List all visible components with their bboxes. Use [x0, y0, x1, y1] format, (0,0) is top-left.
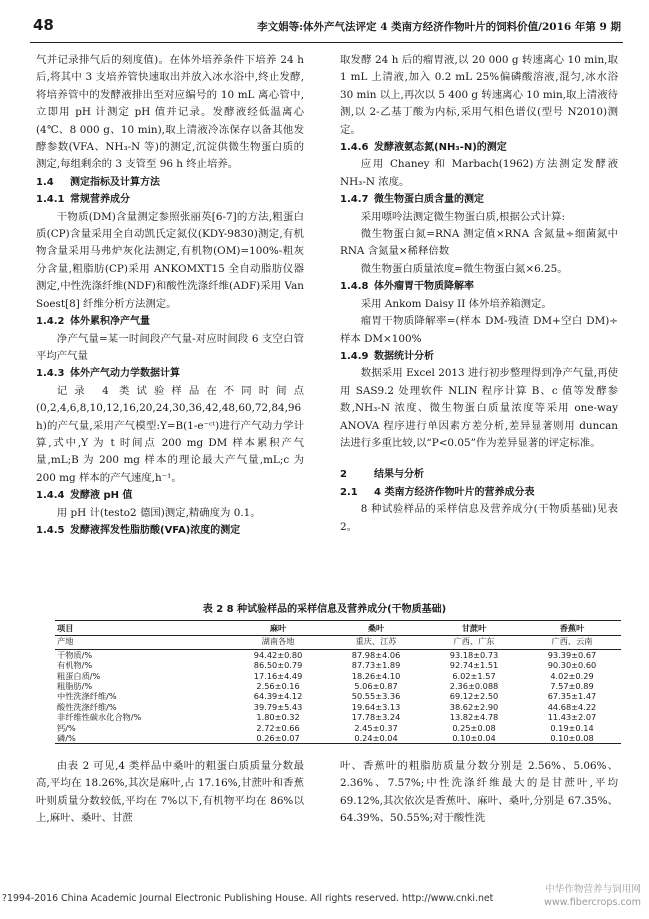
heading-number: 2: [340, 469, 347, 481]
table-row: [55, 660, 621, 670]
table-cell: 18.26±4.10: [351, 670, 401, 681]
table-cell: 67.35±1.47: [547, 691, 597, 702]
table-cell: 11.43±2.07: [547, 712, 597, 723]
table-cell: 2.72±0.66: [256, 722, 300, 733]
table-cell: 13.82±4.78: [449, 712, 499, 723]
results-paragraph-right: 叶、香蕉叶的粗脂肪质量分数分别是 2.56%、5.06%、2.36%、7.57%;中性洗涤纤维最大的是甘蔗叶,平均 69.12%,其次依次是香蕉叶、麻叶、桑叶,分别是 67.35%、64.39%、50.55%;对于酸性洗: [340, 760, 618, 825]
table-cell: 64.39±4.12: [253, 691, 303, 702]
column-header: 甘蔗叶: [425, 621, 523, 636]
table-row: [55, 702, 621, 712]
subsection-heading: [36, 487, 304, 504]
subsection-heading: [36, 522, 304, 539]
table-cell: 粗蛋白质/%: [57, 670, 101, 681]
formula: 瘤胃干物质降解率=(样本 DM-残渣 DM+空白 DM)÷样本 DM×100%: [340, 315, 618, 345]
body-paragraph: 气并记录排气后的刻度值)。在体外培养条件下培养 24 h 后,将其中 3 支培养管快速取出并放入冰水浴中,终止发酵,将培养管中的发酵液排出至对应编号的 10 mL 离心管中,立即用 pH 计测定 pH 值并记录。发酵液经低温离心(4℃、8 000 g、10 min),取上清液冷冻保存以备其他发酵参数(VFA、NH₃-N 等)的测定,沉淀供微生物蛋白质的测定,每组剩余的 3 支管至 96 h 终止培养。: [36, 54, 304, 171]
heading-number: 1.4.6: [340, 142, 369, 154]
table-cell: 69.12±2.50: [449, 691, 499, 702]
table-cell: 4.02±0.29: [550, 670, 594, 681]
table-cell: 0.24±0.04: [327, 733, 425, 744]
heading-text: 体外产气动力学数据计算: [70, 368, 180, 380]
table-row: [55, 691, 621, 701]
body-paragraph: 取发酵 24 h 后的瘤胃液,以 20 000 g 转速离心 10 min,取 1 mL 上清液,加入 0.2 mL 25%偏磷酸溶液,混匀,冰水浴 30 min 以上,再次以 5 400 g 转速离心 10 min,取上清液待测,以 2-乙基丁酸为内标,采用气相色谱仪(型号 N2010)测定。: [340, 54, 618, 136]
body-paragraph: 8 种试验样品的采样信息及营养成分(干物质基础)见表 2。: [340, 503, 618, 533]
running-head: 李文娟等:体外产气法评定 4 类南方经济作物叶片的饲料价值/2016 年第 9 期: [257, 21, 621, 33]
body-paragraph: 净产气量=某一时间段产气量-对应时间段 6 支空白管平均产气量: [36, 332, 304, 362]
results-text-right: [340, 758, 618, 828]
formula: 微生物蛋白氮=RNA 测定值×RNA 含氮量÷细菌氮中 RNA 含氮量×稀释倍数: [340, 228, 618, 258]
table-cell: 中性洗涤纤维/%: [57, 691, 117, 702]
table-cell: 5.06±0.87: [354, 681, 398, 692]
table-body: [55, 636, 621, 744]
heading-text: 结果与分析: [374, 469, 424, 481]
heading-number: 1.4.8: [340, 281, 369, 293]
table-cell: 非纤维性碳水化合物/%: [57, 712, 142, 723]
body-paragraph: 采用 Ankom Daisy II 体外培养箱测定。: [360, 297, 552, 310]
table-cell: 93.18±0.73: [449, 649, 499, 660]
table-cell: 2.56±0.16: [256, 681, 300, 692]
table-row: [55, 712, 621, 722]
table-cell: 87.98±4.06: [351, 649, 401, 660]
table-row: [55, 681, 621, 691]
table-cell: 2.45±0.37: [354, 722, 398, 733]
table-cell: 19.64±3.13: [351, 701, 401, 712]
subsection-heading: [340, 278, 618, 295]
subsection-heading: [36, 313, 304, 330]
heading-number: 1.4.9: [340, 350, 369, 362]
heading-text: 发酵液氨态氮(NH₃-N)的测定: [374, 142, 507, 154]
column-header: 香蕉叶: [523, 621, 621, 636]
header-rule: [30, 42, 623, 43]
section-heading: [340, 466, 618, 483]
results-text-left: [36, 758, 304, 828]
table-cell: 44.68±4.22: [547, 701, 597, 712]
site-watermark: [525, 883, 641, 909]
subsection-heading: [340, 191, 618, 208]
heading-number: 1.4.5: [36, 524, 65, 536]
table-row: [55, 723, 621, 733]
page-number: 48: [33, 16, 54, 34]
table-header-row: [55, 621, 621, 636]
subsection-heading: [36, 174, 304, 191]
table-cell: 粗脂肪/%: [57, 681, 93, 692]
results-paragraph-left: 由表 2 可见,4 类样品中桑叶的粗蛋白质质量分数最高,平均在 18.26%,其次是麻叶,占 17.16%,甘蔗叶和香蕉叶则质量分数较低,平均在 7%以下,有机物平均在 86%以上,麻叶、桑叶、甘蔗: [36, 760, 304, 825]
table-cell: 90.30±0.60: [547, 660, 597, 671]
subsection-heading: [340, 484, 618, 501]
table-cell: 2.36±0.088: [449, 681, 499, 692]
column-header: 项目: [55, 621, 229, 636]
heading-number: 1.4.2: [36, 316, 65, 328]
body-paragraph: 数据采用 Excel 2013 进行初步整理得到净产气量,再使用 SAS9.2 处理软件 NLIN 程序计算 B、c 值等发酵参数,NH₃-N 浓度、微生物蛋白质量浓度等采用 one-way ANOVA 程序进行单因素方差分析,差异显著则用 duncan 法进行多重比较,以“P<0.05”作为差异显著的评定标准。: [340, 367, 618, 449]
nutrient-table: [55, 620, 621, 744]
body-paragraph: 用 pH 计(testo2 德国)测定,精确度为 0.1。: [56, 506, 261, 519]
subsection-heading: [36, 191, 304, 208]
table-cell: 广西、广东: [425, 636, 523, 649]
heading-text: 微生物蛋白质含量的测定: [374, 194, 484, 206]
table-cell: 0.10±0.04: [425, 733, 523, 744]
table-cell: 38.62±2.90: [449, 701, 499, 712]
table-cell: 重庆、江苏: [327, 636, 425, 649]
heading-number: 1.4.1: [36, 194, 65, 206]
table-cell: 磷/%: [55, 733, 229, 744]
table-cell: 39.79±5.43: [253, 701, 303, 712]
table-cell: 钙/%: [57, 722, 76, 733]
body-paragraph: 采用嘌呤法测定微生物蛋白质,根据公式计算:: [360, 210, 566, 223]
heading-number: 2.1: [340, 486, 358, 498]
subsection-heading: [36, 365, 304, 382]
table-cell: 产地: [55, 636, 229, 649]
table-cell: 0.26±0.07: [229, 733, 327, 744]
heading-number: 1.4: [36, 176, 54, 188]
heading-text: 数据统计分析: [374, 350, 434, 362]
table-cell: 50.55±3.36: [351, 691, 401, 702]
heading-number: 1.4.3: [36, 368, 65, 380]
heading-text: 4 类南方经济作物叶片的营养成分表: [374, 486, 535, 498]
table-row: [55, 733, 621, 744]
watermark-line-2: www.fibercrops.com: [544, 897, 641, 908]
table-cell: 湖南各地: [229, 636, 327, 649]
heading-text: 体外累积净产气量: [70, 316, 150, 328]
table-cell: 广西、云南: [523, 636, 621, 649]
heading-text: 发酵液挥发性脂肪酸(VFA)浓度的测定: [70, 524, 241, 536]
table-cell: 0.25±0.08: [452, 722, 496, 733]
table-cell: 93.39±0.67: [547, 649, 597, 660]
table-cell: 0.10±0.08: [523, 733, 621, 744]
heading-text: 体外瘤胃干物质降解率: [374, 281, 474, 293]
table-cell: 1.80±0.32: [256, 712, 300, 723]
table-cell: 6.02±1.57: [452, 670, 496, 681]
body-paragraph: 记录 4 类试验样品在不同时间点(0,2,4,6,8,10,12,16,20,24,30,36,42,48,60,72,84,96 h)的产气量,采用产气模型:Y=B(1-e⁻ᶜᵗ)进行产气动力学计算,式中,Y 为 t 时间点 200 mg DM 样本累积产气量,mL;B 为 200 mg 样本的理论最大产气量,mL;c 为 200 mg 样本的产气速度,h⁻¹。: [36, 384, 304, 484]
table-cell: 干物质/%: [57, 649, 93, 660]
subsection-heading: [340, 348, 618, 365]
heading-text: 常规营养成分: [70, 194, 130, 206]
table-cell: 92.74±1.51: [449, 660, 499, 671]
body-paragraph: 应用 Chaney 和 Marbach(1962)方法测定发酵液 NH₃-N 浓度。: [340, 158, 618, 188]
column-header: 桑叶: [327, 621, 425, 636]
heading-number: 1.4.4: [36, 490, 65, 502]
formula: 微生物蛋白质量浓度=微生物蛋白氮×6.25。: [360, 262, 568, 275]
table-caption: 表 2 8 种试验样品的采样信息及营养成分(干物质基础): [202, 604, 447, 615]
table-cell: 有机物/%: [57, 660, 93, 671]
table-cell: 86.50±0.79: [253, 660, 303, 671]
table-cell: 酸性洗涤纤维/%: [57, 701, 117, 712]
copyright-footer: ?1994-2016 China Academic Journal Electronic Publishing House. All rights reserved. http://www.cnki.net: [2, 893, 494, 904]
table-cell: 7.57±0.89: [550, 681, 594, 692]
column-header: 麻叶: [229, 621, 327, 636]
table-row-origin: [55, 636, 621, 649]
table-cell: 0.19±0.14: [550, 722, 594, 733]
heading-text: 测定指标及计算方法: [70, 176, 160, 188]
table-row: [55, 649, 621, 660]
heading-text: 发酵液 pH 值: [70, 490, 133, 502]
body-paragraph: 干物质(DM)含量测定参照张丽英[6-7]的方法,粗蛋白质(CP)含量采用全自动凯氏定氮仪(KDY-9830)测定,有机物含量采用马弗炉灰化法测定,有机物(OM)=100%-粗灰分含量,粗脂肪(CP)采用 ANKOMXT15 全自动脂肪仪器测定,中性洗涤纤维(NDF)和酸性洗涤纤维(ADF)采用 Van Soest[8] 纤维分析方法测定。: [36, 210, 304, 310]
table-cell: 87.73±1.89: [351, 660, 401, 671]
table-row: [55, 671, 621, 681]
table-cell: 17.16±4.49: [253, 670, 303, 681]
watermark-line-1: 中华作物营养与饲用网: [545, 884, 641, 895]
left-column: [36, 52, 304, 539]
table-cell: 17.78±3.24: [351, 712, 401, 723]
subsection-heading: [340, 139, 618, 156]
right-column: [340, 52, 618, 536]
table-cell: 94.42±0.80: [253, 649, 303, 660]
heading-number: 1.4.7: [340, 194, 369, 206]
